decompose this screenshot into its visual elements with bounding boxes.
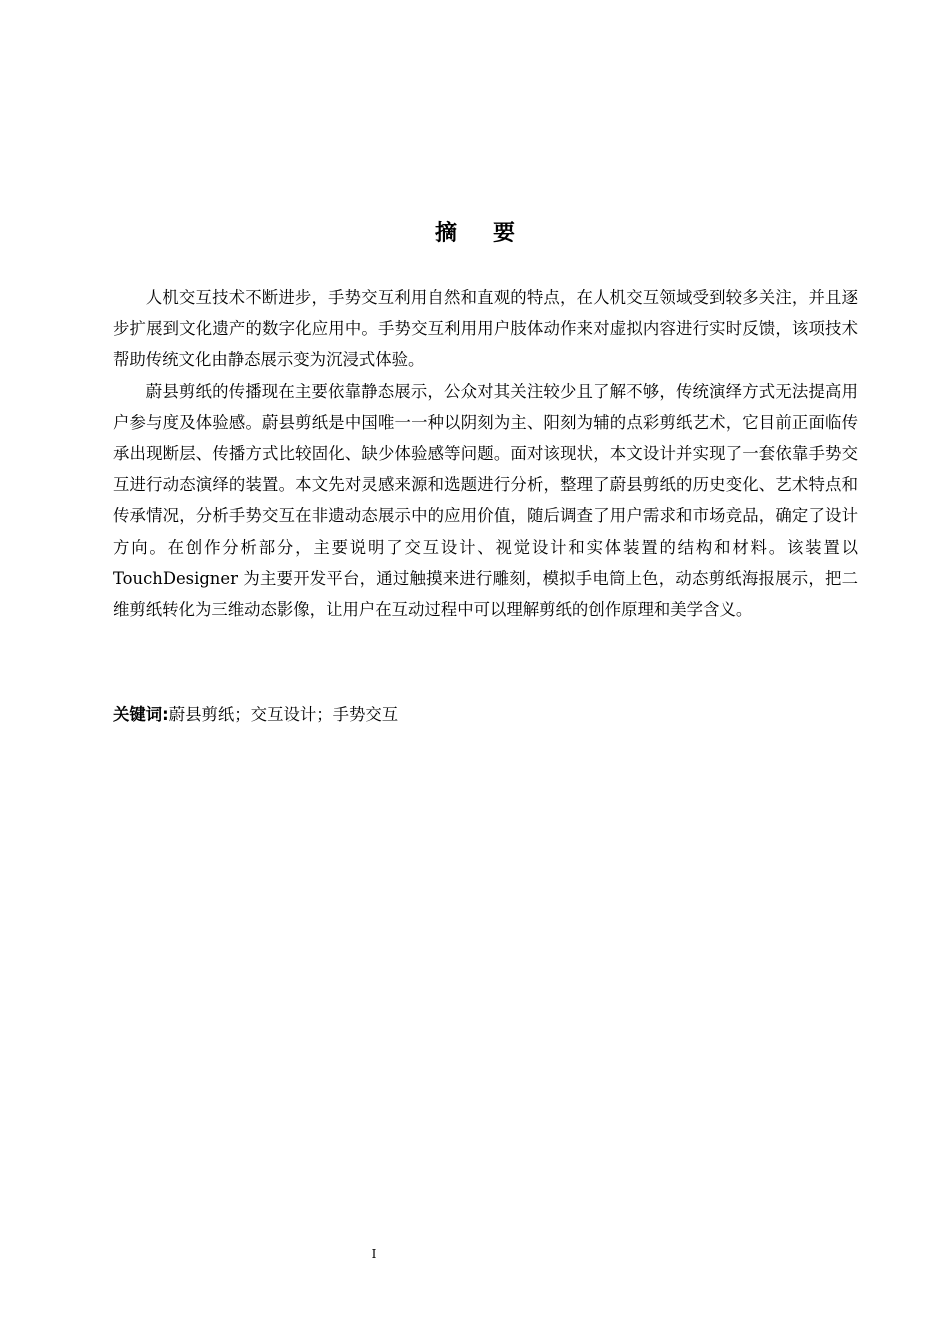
keywords-line <box>113 701 858 729</box>
keywords-label: 关键词: <box>113 705 169 724</box>
abstract-paragraph-1: 人机交互技术不断进步，手势交互利用自然和直观的特点，在人机交互领域受到较多关注，并且逐步扩展到文化遗产的数字化应用中。手势交互利用用户肢体动作来对虚拟内容进行实时反馈，该项技术帮助传统文化由静态展示变为沉浸式体验。 <box>113 288 858 370</box>
abstract-body <box>113 282 858 625</box>
abstract-paragraph-2: 蔚县剪纸的传播现在主要依靠静态展示，公众对其关注较少且了解不够，传统演绎方式无法提高用户参与度及体验感。蔚县剪纸是中国唯一一种以阴刻为主、阳刻为辅的点彩剪纸艺术，它目前正面临传承出现断层、传播方式比较固化、缺少体验感等问题。面对该现状，本文设计并实现了一套依靠手势交互进行动态演绎的装置。本文先对灵感来源和选题进行分析，整理了蔚县剪纸的历史变化、艺术特点和传承情况，分析手势交互在非遗动态展示中的应用价值，随后调查了用户需求和市场竞品，确定了设计方向。在创作分析部分，主要说明了交互设计、视觉设计和实体装置的结构和材料。该装置以 TouchDesigner 为主要开发平台，通过触摸来进行雕刻，模拟手电筒上色，动态剪纸海报展示，把二维剪纸转化为三维动态影像，让用户在互动过程中可以理解剪纸的创作原理和美学含义。 <box>113 381 858 620</box>
abstract-title <box>0 218 950 250</box>
page-number: I <box>371 1247 377 1261</box>
keywords-value: 蔚县剪纸；交互设计；手势交互 <box>168 705 399 724</box>
abstract-title-char-2: 要 <box>493 221 516 246</box>
abstract-title-char-1: 摘 <box>434 221 457 246</box>
